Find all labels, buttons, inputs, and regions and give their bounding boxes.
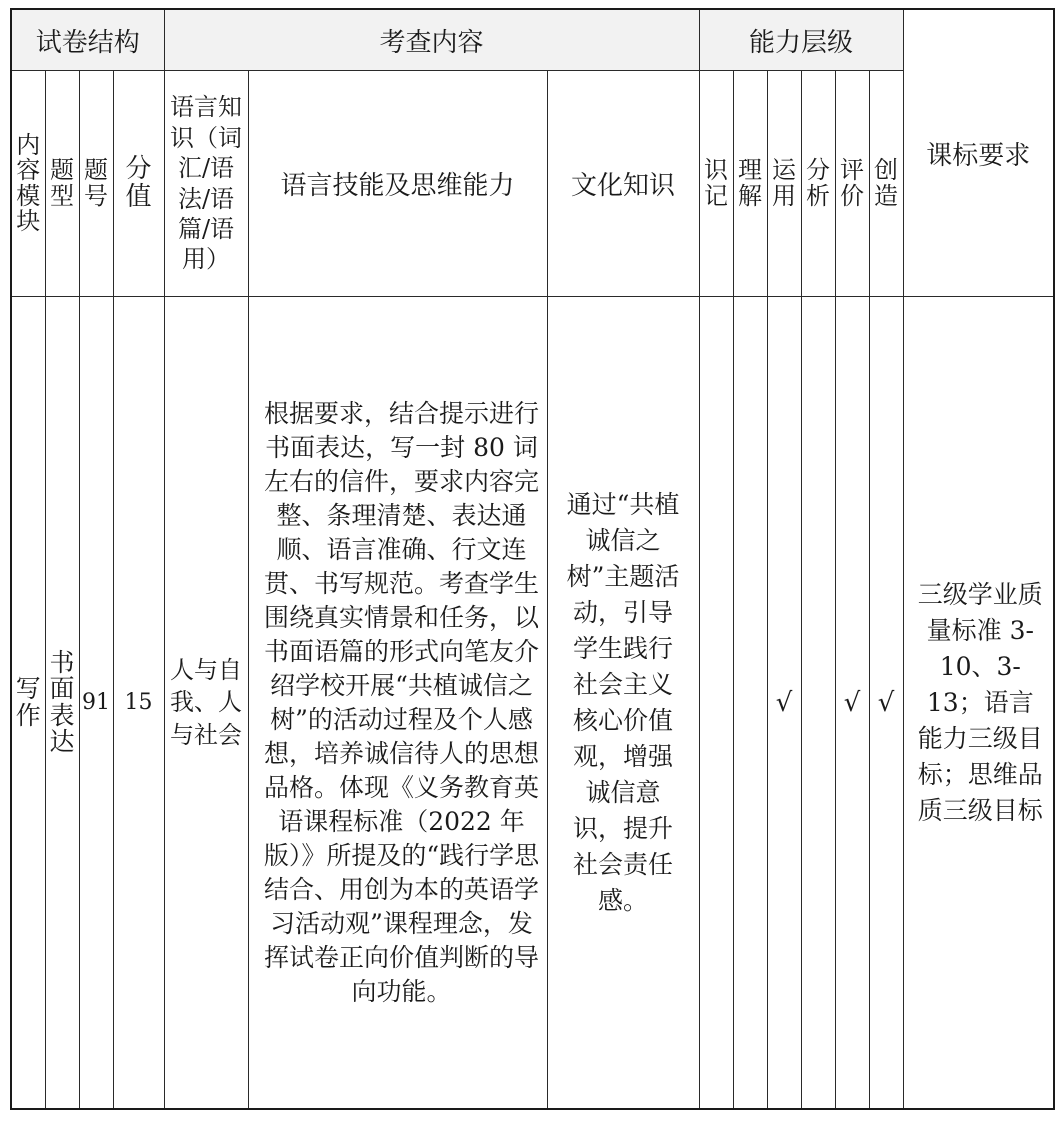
question-type-cell: 书面表达 bbox=[45, 297, 79, 1110]
header-row-1 bbox=[11, 9, 1054, 71]
question-number-cell: 91 bbox=[79, 297, 113, 1110]
exam-content-header: 考查内容 bbox=[164, 9, 699, 71]
level-apply-header: 运用 bbox=[767, 71, 801, 297]
question-number-header: 题号 bbox=[79, 71, 113, 297]
level-apply-check: √ bbox=[767, 297, 801, 1110]
skills-description-cell: 根据要求，结合提示进行书面表达，写一封 80 词左右的信件，要求内容完整、条理清楚、表达通顺、语言准确、行文连贯、书写规范。考查学生围绕真实情景和任务，以书面语篇的形式向笔友介绍学校开展“共植诚信之树”的活动过程及个人感想，培养诚信待人的思想品格。体现《义务教育英语课程标准（2022 年版）》所提及的“践行学思结合、用创为本的英语学习活动观”课程理念，发挥试卷正向价值判断的导向功能。 bbox=[248, 297, 547, 1110]
header-row-2 bbox=[11, 71, 1054, 297]
ability-levels-header: 能力层级 bbox=[699, 9, 903, 71]
level-analyze-header: 分析 bbox=[801, 71, 835, 297]
level-evaluate-header: 评价 bbox=[835, 71, 869, 297]
score-cell: 15 bbox=[113, 297, 164, 1110]
level-recall-cell bbox=[699, 297, 733, 1110]
question-type-header: 题型 bbox=[45, 71, 79, 297]
level-create-header: 创造 bbox=[869, 71, 903, 297]
level-analyze-cell bbox=[801, 297, 835, 1110]
level-create-check: √ bbox=[869, 297, 903, 1110]
content-module-header: 内容模块 bbox=[11, 71, 45, 297]
level-recall-header: 识记 bbox=[699, 71, 733, 297]
level-evaluate-check: √ bbox=[835, 297, 869, 1110]
culture-knowledge-cell: 通过“共植诚信之树”主题活动，引导学生践行社会主义核心价值观，增强诚信意识，提升社会责任感。 bbox=[547, 297, 699, 1110]
culture-knowledge-header: 文化知识 bbox=[547, 71, 699, 297]
language-knowledge-header: 语言知识（词汇/语法/语篇/语用） bbox=[164, 71, 248, 297]
table-row bbox=[11, 297, 1054, 1110]
skills-thinking-header: 语言技能及思维能力 bbox=[248, 71, 547, 297]
curriculum-requirement-cell: 三级学业质量标准 3-10、3-13；语言能力三级目标；思维品质三级目标 bbox=[903, 297, 1054, 1110]
level-understand-cell bbox=[733, 297, 767, 1110]
theme-cell: 人与自我、人与社会 bbox=[164, 297, 248, 1110]
score-header: 分值 bbox=[113, 71, 164, 297]
level-understand-header: 理解 bbox=[733, 71, 767, 297]
curriculum-requirement-header: 课标要求 bbox=[903, 9, 1054, 297]
exam-spec-table bbox=[10, 8, 1055, 1110]
paper-structure-header: 试卷结构 bbox=[11, 9, 164, 71]
content-module-cell: 写作 bbox=[11, 297, 45, 1110]
